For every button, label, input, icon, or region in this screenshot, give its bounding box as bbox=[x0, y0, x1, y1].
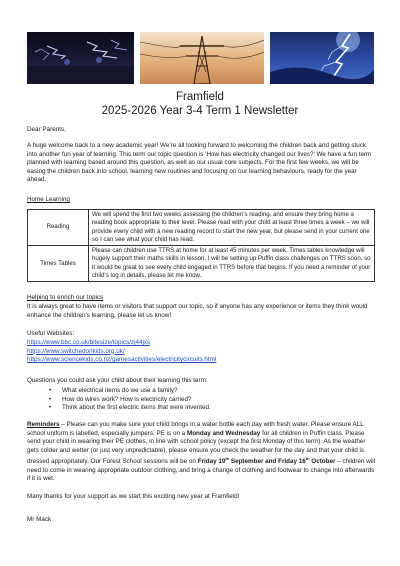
reminders-paragraph: Reminders – Please can you make sure your child brings in a water bottle each day with fresh water. Please ensure ALL school uniform is labelled, especially jumpers. PE is on a Monday and Wednesday for all children in Puffin class. Please send your child in wearing their PE clothes, in line with school policy (except the first Monday of this term). As the weather gets colder and wetter (or just very unpredictable), please ensure you check the weather for the day and that your child is dressed appropriately. Our Forest School sessions will be on Friday 19th September and Friday 16th October – children will need to come in wearing appropriate outdoor clothing, and bring a change of clothing and footwear to change into afterwards if it is wet. bbox=[27, 421, 376, 483]
website-link[interactable]: https://www.bbc.co.uk/bitesize/topics/zj44jxs bbox=[27, 339, 151, 346]
list-item: • What electrical items do we use a family? bbox=[49, 387, 178, 394]
websites-heading: Useful Websites: bbox=[27, 330, 75, 337]
row-label-times-tables: Times Tables bbox=[28, 246, 89, 282]
newsletter-title: 2025-2026 Year 3-4 Term 1 Newsletter bbox=[101, 105, 299, 117]
list-item: • Think about the first electric items that were invented. bbox=[49, 404, 211, 412]
list-item: • How do wires work? How is electricity carried? bbox=[49, 395, 192, 403]
home-learning-heading: Home Learning bbox=[27, 196, 71, 203]
row-text-reading: We will spend the first two weeks assessing the children’s reading, and ensure they bring home a reading book appropriate to their level. Please read with your child at least three times a week – we will provide every child with a new reading record to start the new year, but please send in your current one so I can see what your child has read. bbox=[89, 210, 375, 246]
bullet-icon: • bbox=[49, 404, 52, 412]
questions-list bbox=[27, 387, 367, 413]
power-pylon-image bbox=[140, 32, 264, 84]
intro-paragraph: A huge welcome back to a new academic year! We’re all looking forward to welcoming the children back and getting stuck into another fun year of learning. This term our topic question is ‘How has electricity changed our lives?’ We have a fun term planned with learning based around this question, as well as our usual core subjects. For the first few weeks, we will be easing the children back into school, learning new routines and focusing on our learning behaviours, ready for the year ahead. bbox=[27, 142, 372, 183]
table-row bbox=[28, 246, 375, 282]
greeting: Dear Parents, bbox=[27, 126, 66, 133]
school-name: Framfield bbox=[176, 91, 224, 103]
row-label-reading: Reading bbox=[28, 210, 89, 246]
home-learning-table bbox=[27, 209, 375, 282]
reminders-heading: Reminders bbox=[27, 421, 60, 428]
lightning-storm-image bbox=[270, 32, 374, 84]
row-text-times-tables: Please can children use TTRS at home for at least 45 minutes per week. Times tables knowledge will hugely support their maths skills in lesson. I will be setting up Puffin class challenges on TTRS soon, so it would be great to see every child engaged in TTRS before that begins. If you need a reminder of your child’s log in details, please let me know. bbox=[89, 246, 375, 282]
closing-line: Many thanks for your support as we start this exciting new year at Framfield! bbox=[27, 493, 240, 500]
table-row bbox=[28, 210, 375, 246]
website-link[interactable]: https://www.switchedonkids.org.uk/ bbox=[27, 347, 125, 355]
questions-heading: Questions you could ask your child about their learning this term: bbox=[27, 377, 208, 384]
enrich-paragraph: It is always great to have items or visitors that support our topic, so if anyone has any experience or items they think would enhance the children’s learning, please let us know! bbox=[27, 303, 368, 319]
bullet-icon: • bbox=[49, 387, 52, 394]
enrich-heading: Helping to enrich our topics bbox=[27, 294, 104, 301]
lightning-image-left bbox=[27, 32, 134, 84]
website-links bbox=[27, 339, 375, 365]
bullet-icon: • bbox=[49, 395, 52, 403]
website-link[interactable]: https://www.sciencekids.co.nz/gamesactivities/electricitycircuits.html bbox=[27, 356, 217, 363]
signoff: Mr Mack bbox=[27, 516, 52, 523]
